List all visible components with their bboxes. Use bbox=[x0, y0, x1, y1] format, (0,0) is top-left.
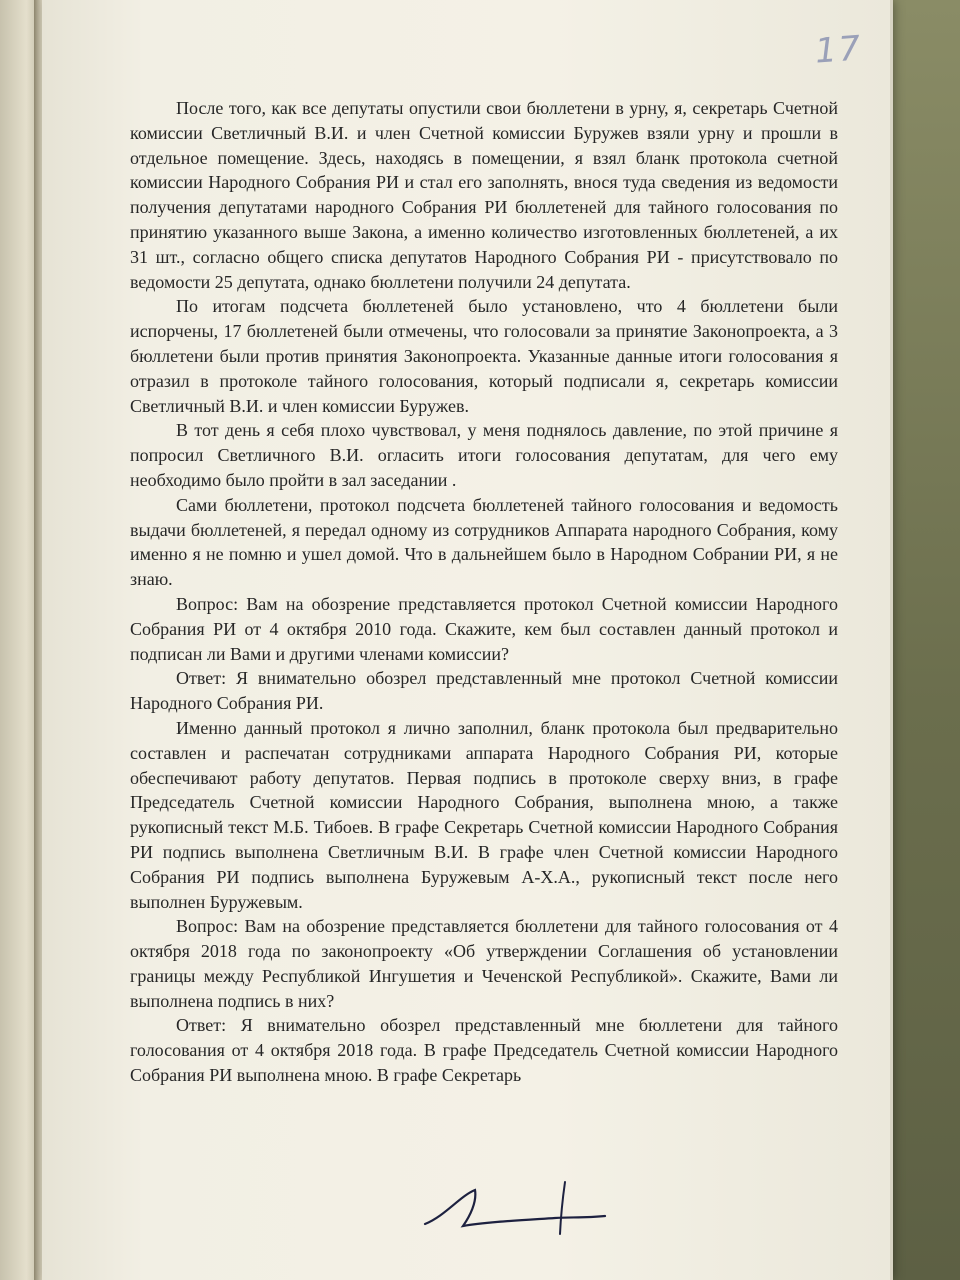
paragraph: По итогам подсчета бюллетеней было установлено, что 4 бюллетени были испорчены, 17 бюллетеней были отмечены, что голосовали за принятие Законопроекта, а 3 бюллетени были против принятия Законопроекта. Указанные данные итоги голосования я отразил в протоколе тайного голосования, который подписали я, секретарь комиссии Светличный В.И. и член комиссии Буружев. bbox=[130, 296, 838, 416]
paragraph: Вопрос: Вам на обозрение представляется протокол Счетной комиссии Народного Собрания РИ от 4 октября 2010 года. Скажите, кем был составлен данный протокол и подписан ли Вами и другими членами комиссии? bbox=[130, 593, 838, 664]
paragraph: Именно данный протокол я лично заполнил, бланк протокола был предварительно составлен и распечатан сотрудниками аппарата Народного Собрания РИ, которые обеспечивают работу депутатов. Первая подпись в протоколе сверху вниз, в графе Председатель Счетной комиссии Народного Собрания, выполнена мною, а также рукописный текст М.Б. Тибоев. В графе Секретарь Счетной комиссии Народного Собрания РИ подпись выполнена Светличным В.И. В графе член Счетной комиссии Народного Собрания РИ подпись выполнена Буружевым А-Х.А., рукописный текст после него выполнен Буружевым. bbox=[130, 717, 838, 912]
paragraph: Вопрос: Вам на обозрение представляется бюллетени для тайного голосования от 4 октября 2018 года по законопроекту «Об утверждении Соглашения об установлении границы между Республикой Ингушетия и Чеченской Республикой». Скажите, Вами ли выполнена подпись в них? bbox=[130, 916, 838, 1011]
paragraph: Ответ: Я внимательно обозрел представленный мне бюллетени для тайного голосования от 4 октября 2018 года. В графе Председатель Счетной комиссии Народного Собрания РИ выполнена мною. В графе Секретарь bbox=[130, 1015, 838, 1086]
document-body bbox=[130, 96, 838, 1088]
page-binding bbox=[34, 0, 42, 1280]
page-edge bbox=[890, 0, 893, 1280]
handwritten-signature bbox=[415, 1176, 615, 1238]
paragraph: Ответ: Я внимательно обозрел представленный мне протокол Счетной комиссии Народного Собрания РИ. bbox=[130, 668, 838, 714]
page-number: 17 bbox=[813, 28, 864, 72]
paragraph: В тот день я себя плохо чувствовал, у меня поднялось давление, по этой причине я попросил Светличного В.И. огласить итоги голосования депутатам, для чего ему необходимо было пройти в зал заседании . bbox=[130, 420, 838, 490]
paragraph: Сами бюллетени, протокол подсчета бюллетеней тайного голосования и ведомость выдачи бюллетеней, я передал одному из сотрудников Аппарата народного Собрания, кому именно я не помню и ушел домой. Что в дальнейшем было в Народном Собрании РИ, я не знаю. bbox=[130, 494, 838, 590]
paragraph: После того, как все депутаты опустили свои бюллетени в урну, я, секретарь Счетной комиссии Светличный В.И. и член Счетной комиссии Буружев взяли урну и прошли в отдельное помещение. Здесь, находясь в помещении, я взял бланк протокола счетной комиссии Народного Собрания РИ и стал его заполнять, внося туда сведения из ведомости получения депутатами народного Собрания РИ бюллетеней для тайного голосования по принятию указанного выше Закона, а именно количество изготовленных бюллетеней, а их 31 шт., согласно общего списка депутатов Народного Собрания РИ - присутствовало по ведомости 25 депутата, однако бюллетени получили 24 депутата. bbox=[130, 98, 838, 292]
